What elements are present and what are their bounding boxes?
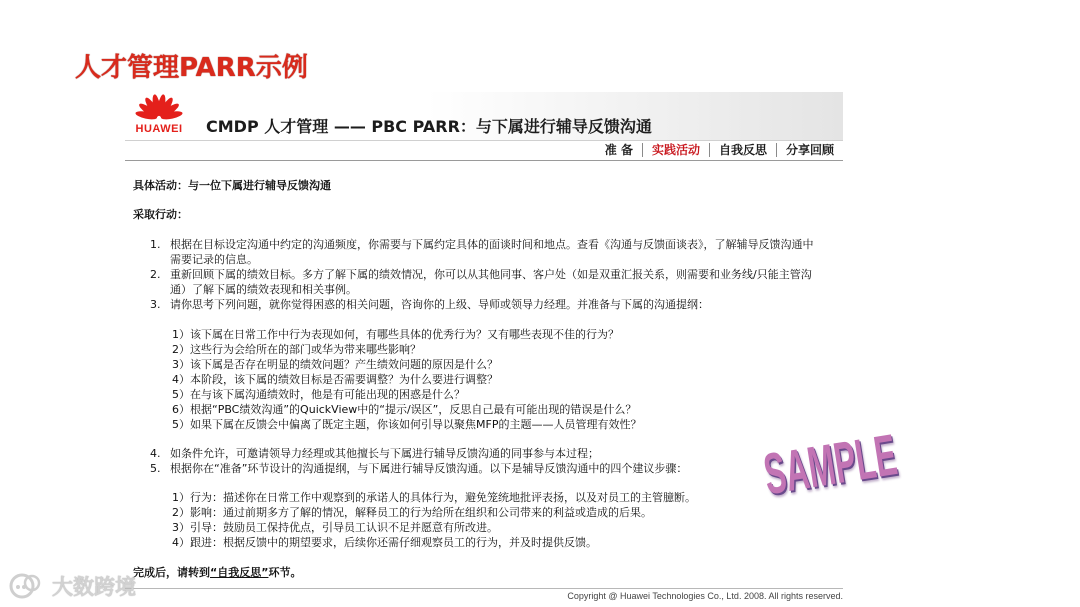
action-step (133, 297, 814, 312)
question-item: 4）本阶段，该下属的绩效目标是否需要调整？为什么要进行调整？ (172, 373, 498, 386)
action-steps-list (133, 237, 814, 312)
activity-description: 具体活动：与一位下属进行辅导反馈沟通 (133, 179, 331, 192)
step-text: 如条件允许，可邀请领导力经理或其他擅长与下属进行辅导反馈沟通的同事参与本过程； (170, 447, 599, 460)
document-title: CMDP 人才管理 —— PBC PARR：与下属进行辅导反馈沟通 (206, 117, 652, 136)
step-text: 需要记录的信息。 (170, 253, 258, 266)
step-text: 根据在目标设定沟通中约定的沟通频度，你需要与下属约定具体的面谈时间和地点。查看《沟通与反馈面谈表》，了解辅导反馈沟通中 (170, 238, 814, 251)
action-steps-list-continued (133, 446, 814, 476)
step-text: 重新回顾下属的绩效目标。多方了解下属的绩效情况，你可以从其他同事、客户处（如是双重汇报关系，则需要和业务线/只能主管沟 (170, 268, 812, 281)
brand-watermark-text: 大数跨境 (52, 575, 136, 599)
self-reflection-link[interactable]: “自我反思” (210, 566, 269, 579)
completion-prefix: 完成后，请转到 (133, 566, 210, 579)
completion-suffix: 环节。 (268, 566, 302, 579)
nav-items (596, 143, 843, 157)
feedback-step: 4）跟进：根据反馈中的期望要求，后续你还需仔细观察员工的行为，并及时提供反馈。 (172, 536, 597, 549)
question-item: 1）该下属在日常工作中行为表现如何，有哪些具体的优秀行为？又有哪些表现不佳的行为？ (172, 328, 619, 341)
huawei-logo (131, 91, 187, 135)
step-number: 4. (150, 447, 161, 460)
copyright-notice: Copyright @ Huawei Technologies Co., Ltd. 2008. All rights reserved. (567, 591, 843, 601)
brand-watermark (8, 572, 136, 600)
question-item: 5）在与该下属沟通绩效时，他是有可能出现的困惑是什么？ (172, 388, 465, 401)
step-text: 请你思考下列问题，就你觉得困惑的相关问题，咨询你的上级、导师或领导力经理。并准备与下属的沟通提纲： (170, 298, 709, 311)
step-number: 1. (150, 238, 161, 251)
feedback-step: 1）行为：描述你在日常工作中观察到的承诺人的具体行为，避免笼统地批评表扬，以及对员工的主管臆断。 (172, 491, 696, 504)
step-number: 2. (150, 268, 161, 281)
nav-item-reflection[interactable]: 自我反思 (709, 143, 776, 157)
nav-item-prepare[interactable]: 准 备 (604, 143, 633, 157)
question-item: 5）如果下属在反馈会中偏离了既定主题，你该如何引导以聚焦MFP的主题——人员管理有效性？ (172, 418, 642, 431)
step-text: 根据你在“准备”环节设计的沟通提纲，与下属进行辅导反馈沟通。以下是辅导反馈沟通中的四个建议步骤： (170, 462, 688, 475)
step-number: 5. (150, 462, 161, 475)
huawei-logo-text: HUAWEI (135, 123, 183, 135)
huawei-petals-icon (135, 94, 183, 121)
slide-title: 人才管理PARR示例 (75, 53, 308, 83)
question-item: 2）这些行为会给所在的部门或华为带来哪些影响？ (172, 343, 421, 356)
feedback-step: 3）引导：鼓励员工保持优点，引导员工认识不足并愿意有所改进。 (172, 521, 498, 534)
action-heading: 采取行动： (133, 208, 188, 221)
feedback-steps-list (133, 490, 814, 550)
question-list (133, 327, 814, 432)
step-text: 通）了解下属的绩效表现和相关事例。 (170, 283, 357, 296)
sample-stamp: SAMPLE (759, 422, 901, 508)
nav-item-review[interactable]: 分享回顾 (776, 143, 843, 157)
question-item: 3）该下属是否存在明显的绩效问题？产生绩效问题的原因是什么？ (172, 358, 498, 371)
footer-divider (125, 588, 843, 589)
chat-bubble-logo-icon (8, 572, 42, 600)
nav-item-practice[interactable]: 实践活动 (642, 143, 709, 157)
action-step (133, 461, 814, 476)
action-step (133, 267, 814, 297)
section-nav (125, 140, 843, 161)
activity-content (133, 178, 814, 580)
action-step (133, 446, 814, 461)
document-header (125, 92, 843, 140)
question-item: 6）根据“PBC绩效沟通”的QuickView中的“提示/误区”，反思自己最有可能出现的错误是什么？ (172, 403, 637, 416)
step-number: 3. (150, 298, 161, 311)
action-step (133, 237, 814, 267)
feedback-step: 2）影响：通过前期多方了解的情况，解释员工的行为给所在组织和公司带来的利益或造成的后果。 (172, 506, 652, 519)
completion-instruction (133, 565, 814, 580)
